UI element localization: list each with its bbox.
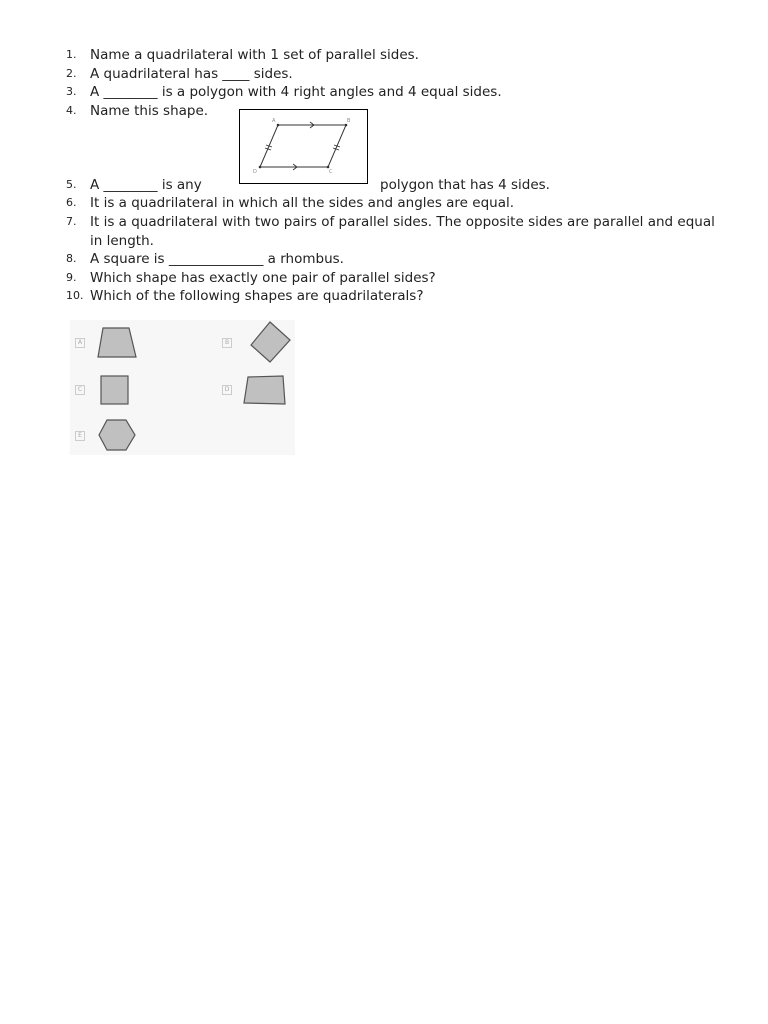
vertex-label: D bbox=[253, 169, 257, 175]
question-number: 2. bbox=[66, 67, 77, 80]
question-text: Which of the following shapes are quadrilaterals? bbox=[90, 288, 424, 304]
question-number: 6. bbox=[66, 196, 77, 209]
question-text: A square is ______________ a rhombus. bbox=[90, 251, 344, 267]
question-number: 9. bbox=[66, 271, 77, 284]
question-text: It is a quadrilateral with two pairs of parallel sides. The opposite sides are parallel and equal in length. bbox=[90, 214, 715, 249]
question-text-start: A ________ is any bbox=[90, 177, 202, 193]
question-number: 7. bbox=[66, 215, 77, 228]
question-text: Name this shape. bbox=[90, 103, 209, 119]
option-label-a: A bbox=[75, 338, 85, 348]
rotated-rectangle-shape[interactable] bbox=[251, 322, 290, 362]
vertex-label: B bbox=[347, 118, 351, 124]
option-label-e: E bbox=[75, 431, 85, 441]
question-number: 1. bbox=[66, 48, 77, 61]
option-label-d: D bbox=[222, 385, 232, 395]
quadrilateral-shape[interactable] bbox=[244, 376, 285, 404]
square-shape[interactable] bbox=[101, 376, 128, 404]
vertex-label: A bbox=[272, 118, 276, 124]
question-number: 10. bbox=[66, 289, 84, 302]
trapezoid-shape[interactable] bbox=[98, 328, 136, 357]
question-text: Name a quadrilateral with 1 set of parallel sides. bbox=[90, 47, 419, 63]
parallelogram-figure bbox=[239, 109, 368, 184]
question-text: A quadrilateral has ____ sides. bbox=[90, 66, 293, 82]
option-shapes bbox=[70, 320, 295, 455]
question-number: 8. bbox=[66, 252, 77, 265]
hexagon-shape[interactable] bbox=[99, 420, 135, 450]
question-text: It is a quadrilateral in which all the sides and angles are equal. bbox=[90, 195, 515, 211]
option-label-b: B bbox=[222, 338, 232, 348]
question-number: 4. bbox=[66, 104, 77, 117]
vertex-label: C bbox=[329, 169, 333, 175]
shape-options bbox=[70, 320, 295, 455]
option-label-c: C bbox=[75, 385, 85, 395]
question-text-end: polygon that has 4 sides. bbox=[380, 177, 550, 193]
parallelogram-diagram bbox=[240, 110, 367, 183]
question-number: 3. bbox=[66, 85, 77, 98]
question-text: Which shape has exactly one pair of parallel sides? bbox=[90, 270, 436, 286]
question-text: A ________ is a polygon with 4 right angles and 4 equal sides. bbox=[90, 84, 502, 100]
question-number: 5. bbox=[66, 178, 77, 191]
